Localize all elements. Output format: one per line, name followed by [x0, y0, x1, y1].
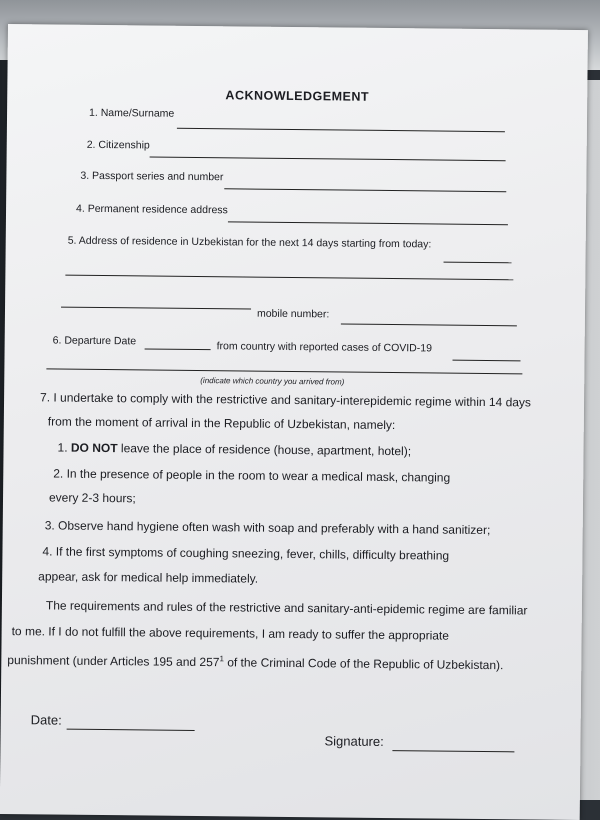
field-permanent-address-input[interactable]	[228, 221, 508, 225]
departure-country-label: from country with reported cases of COVID-19	[216, 340, 433, 355]
rule-3: 3. Observe hand hygiene often wash with soap and preferably with a hand sanitizer;	[44, 518, 491, 538]
departure-date-label: 6. Departure Date	[52, 334, 137, 348]
field-passport-input[interactable]	[224, 188, 506, 192]
rule-1	[57, 441, 411, 459]
acknowledgement-form	[0, 24, 588, 820]
field-uzbek-address-input-2[interactable]	[65, 275, 513, 281]
field-uzbek-address-label: 5. Address of residence in Uzbekistan for the next 14 days starting from today:	[67, 234, 432, 251]
closing-line1: The requirements and rules of the restrictive and sanitary-anti-epidemic regime are familiar	[45, 598, 528, 618]
closing-line2: to me. If I do not fulfill the above requirements, I am ready to suffer the appropriate	[11, 624, 450, 643]
departure-caption: (indicate which country you arrived from)	[200, 376, 345, 387]
closing-line3-start: punishment (under Articles 195 and 257	[7, 653, 220, 670]
field-name-label: 1. Name/Surname	[89, 106, 175, 120]
field-permanent-address-label: 4. Permanent residence address	[76, 202, 228, 217]
item7-line2: from the moment of arrival in the Republic of Uzbekistan, namely:	[47, 414, 396, 433]
departure-country-input-2[interactable]	[46, 368, 522, 374]
rule-4-line1: 4. If the first symptoms of coughing sneezing, fever, chills, difficulty breathing	[42, 544, 450, 563]
signature-label: Signature:	[324, 733, 384, 749]
date-label: Date:	[30, 712, 62, 728]
date-input[interactable]	[67, 729, 195, 731]
rule-1-emphasis: DO NOT	[70, 440, 118, 456]
field-citizenship-input[interactable]	[150, 156, 506, 161]
rule-1-number: 1.	[57, 440, 68, 455]
form-title: ACKNOWLEDGEMENT	[225, 88, 370, 104]
article-superscript: 1	[219, 654, 225, 664]
field-citizenship-label: 2. Citizenship	[86, 138, 150, 152]
rule-1-text: leave the place of residence (house, apartment, hotel);	[120, 441, 412, 459]
field-uzbek-address-input-3[interactable]	[61, 307, 251, 310]
closing-line3	[7, 652, 503, 672]
closing-line3-end: of the Criminal Code of the Republic of Uzbekistan).	[223, 655, 504, 673]
rule-2-line1: 2. In the presence of people in the room to wear a medical mask, changing	[53, 466, 451, 485]
field-name-input[interactable]	[177, 128, 505, 132]
item7-line1: 7. I undertake to comply with the restrictive and sanitary-interepidemic regime within 14 days	[40, 390, 532, 410]
rule-4-line2: appear, ask for medical help immediately.	[38, 569, 259, 586]
mobile-number-input[interactable]	[341, 324, 517, 327]
signature-input[interactable]	[392, 750, 514, 752]
field-passport-label: 3. Passport series and number	[80, 169, 224, 184]
departure-country-input-1[interactable]	[452, 360, 520, 362]
rule-2-line2: every 2-3 hours;	[48, 490, 136, 506]
field-uzbek-address-input-1[interactable]	[444, 262, 512, 264]
mobile-number-label: mobile number:	[256, 307, 330, 321]
departure-date-input[interactable]	[145, 348, 211, 350]
